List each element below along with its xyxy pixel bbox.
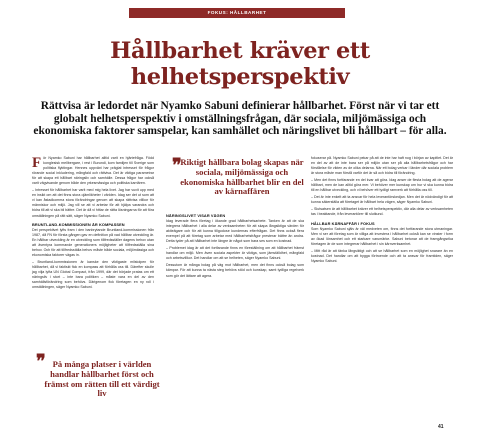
body-paragraph: – Slutsatsen är att hållbarhet kräver ett helhetsperspektiv, där alla delar av verksamheten tas i beaktande, från leverantörer till slutkund.: [311, 207, 453, 217]
quote-mark-icon: ❞: [36, 351, 46, 371]
quote-mark-icon: ❞: [172, 155, 182, 175]
lead-paragraph: Rättvisa är ledordet när Nyamko Sabuni definierar hållbarhet. Först när vi tar ett globalt helhetsperspektiv i omställningsfrågan, där sociala, miljömässiga och ekonomiska faktorer samspelar, kan samhället och näringslivet bli hållbart – för alla.: [33, 100, 447, 138]
dropcap: F: [32, 155, 42, 171]
body-paragraph: Dessutom är många bolag på väg mot hållbarhet, men det finns också bolag som kämpar. För att kunna ta nästa steg behövs stöd och kunskap, samt tydliga regelverk som gör det lättare att agera.: [166, 263, 304, 278]
headline-line-2: helhetsperspektiv: [130, 64, 350, 90]
intro-paragraph: [32, 156, 154, 186]
body-paragraph: – Mitt råd är att tänka långsiktigt och att se hållbarhet som en möjlighet snarare än en kostnad. Det handlar om att bygga förtroende och att ta ansvar för framtiden, säger Nyamko Sabuni.: [311, 248, 453, 263]
headline: [20, 38, 460, 90]
body-paragraph: fokuserar på. Nyamko Sabuni pekar på att de inte har haft nog i början av kapitlet. Det är en del av att de inte bara ser på miljön utan ser på alla hållbarhetsfrågor och har förståelse för vikten av de olika delarna. När ett bolag verkar i länder där sociala problem är stora måste man förstå varför det är så och bidra till förändring.: [311, 156, 453, 176]
pull-quote-1: Riktigt hållbara bolag skapas när sociala, miljömässiga och ekonomiska hållbarhet blir en del av kärnaffären: [180, 157, 304, 197]
section-label: FOKUS: HÅLLBARHET: [129, 8, 345, 18]
body-paragraph: – Men det finns fortfarande en del kvar att göra. Idag anser de flesta bolag att de agerar hållbart, men de kan alltid göra mer. Vi behöver mer kunskap om hur vi ska kunna bidra till en hållbar utveckling, och vi behöver ett tydligt ramverk att förhålla oss till.: [311, 178, 453, 193]
pull-quote-2: På många platser i världen handlar hållbarhet först och främst om rätten till ett värdigt liv: [44, 359, 160, 399]
article-column-3: [311, 156, 453, 266]
subhead-naringslivet: NÄRINGSLIVET VISAR VÄGEN: [166, 213, 226, 218]
body-paragraph: Som Nyamko Sabuni själv är väl medveten om, finns det fortfarande stora utmaningar. Men vi ser att företag som är villiga att investera i hållbarhet också kan se vinster i form av ökad lönsamhet och ett starkare varumärke. Sabuni betonar att de framgångsrika företagen är de som integrerar hållbarhet i sin kärnverksamhet.: [311, 226, 453, 246]
intro-text: ör Nyamko Sabuni har hållbarhet alltid varit en hjärtefråga. Född konglesisk mellbergare, i rest i Burundi, kom familjen till Sverige som politiska flyktingar. Hennes uppväxt har präglat intresset för frågor rörande social inkludering, mångfald och rättvisa. Det är viktiga parametrar för att skapa ett hållbart näringsliv och samhälle. Dessa frågor har också varit vägvisande genom både den yrkesmässiga och politiska karriären.: [32, 156, 154, 186]
subhead-bruntland: BRUNTLAND-KOMMISSIONEN ÄR KOMPASSEN: [32, 221, 125, 227]
headline-line-1: Hållbarhet kräver ett: [110, 38, 370, 64]
body-paragraph: – Problemet idag är att det fortfarande finns en föreställning om att hållbarhet främst handlar om miljö. Men även sociala aspekter är viktiga, som jämställdhet, mångfald och arbetsvillkor. Det handlar om att se helheten, säger Nyamko Sabuni.: [166, 246, 304, 261]
body-paragraph: Idag leverade flera företag i ökande grad hållbarhetsarbete. Tanken är att de ska integrera hållbarhet i alla delar av verksamheten för att skapa långsiktiga värden för aktieägare och för att kunna tillgodose kundernas efterfrågan. Det finns också flera exempel på att företag som arbetar med hållbarhetsfrågor presterar bättre än andra. Detta tyder på att hållbarhet inte längre är något som bara ses som en kostnad.: [166, 219, 304, 244]
body-paragraph: Det perspektivet lyfts fram i den banbrytande Bruntland-kommissionen från 1987, då FN för första gången gav en definition på vad hållbar utveckling är. En hållbar utveckling är en utveckling som tillfredsställer dagens behov utan att äventyra kommande generationers möjligheter att tillfredsställa sina behov. Och för att tillfredsställa behov måste både sociala, miljömässiga och ekonomiska faktorer vägas in.: [32, 227, 154, 257]
body-paragraph: – Bruntland-kommissionen är kanske den viktigaste milstolpen för hållbarhet, då vi faktiskt fick en kompass att förhålla oss till. Därefter skulle jag vilja lyfta UN Global Compact, från 1999, där det började pratas om ett näringsliv i stort – inte bara politiken – måste vara en del av den samhällsförändring som behövs. Därigenom fick företagen en ny roll i omställningen, säger Nyamko Sabuni.: [32, 259, 154, 290]
article-column-2: [166, 210, 304, 281]
body-paragraph: – Intresset för hållbarhet har varit med mig hela livet. Jag har vuxit upp med en insikt om att det finns stora ojämlikheter i världen. Idag ser det ut som att vi kan åstadkomma stora förändringar genom att skapa rättvisa villkor för människor och miljö. Jag vill se att vi arbetar för att hjälpa varandra och bidra till att vi ska bli bättre. Det är då vi hittar de rätta lösningarna för att föra omställningen på rätt sätt, säger Nyamko Sabuni.: [32, 188, 154, 218]
page-number: 41: [438, 424, 444, 430]
subhead-karnaffar: HÅLLBAR KÄRNAFFÄR I FOKUS: [311, 220, 375, 226]
article-column-1: [32, 156, 154, 292]
body-paragraph: – Det är inte enkelt att ta ansvar för hela leverantörskedjan. Men det är nödvändigt för att kunna säkerställa att företaget är hållbart hela vägen, säger Nyamko Sabuni.: [311, 195, 453, 205]
